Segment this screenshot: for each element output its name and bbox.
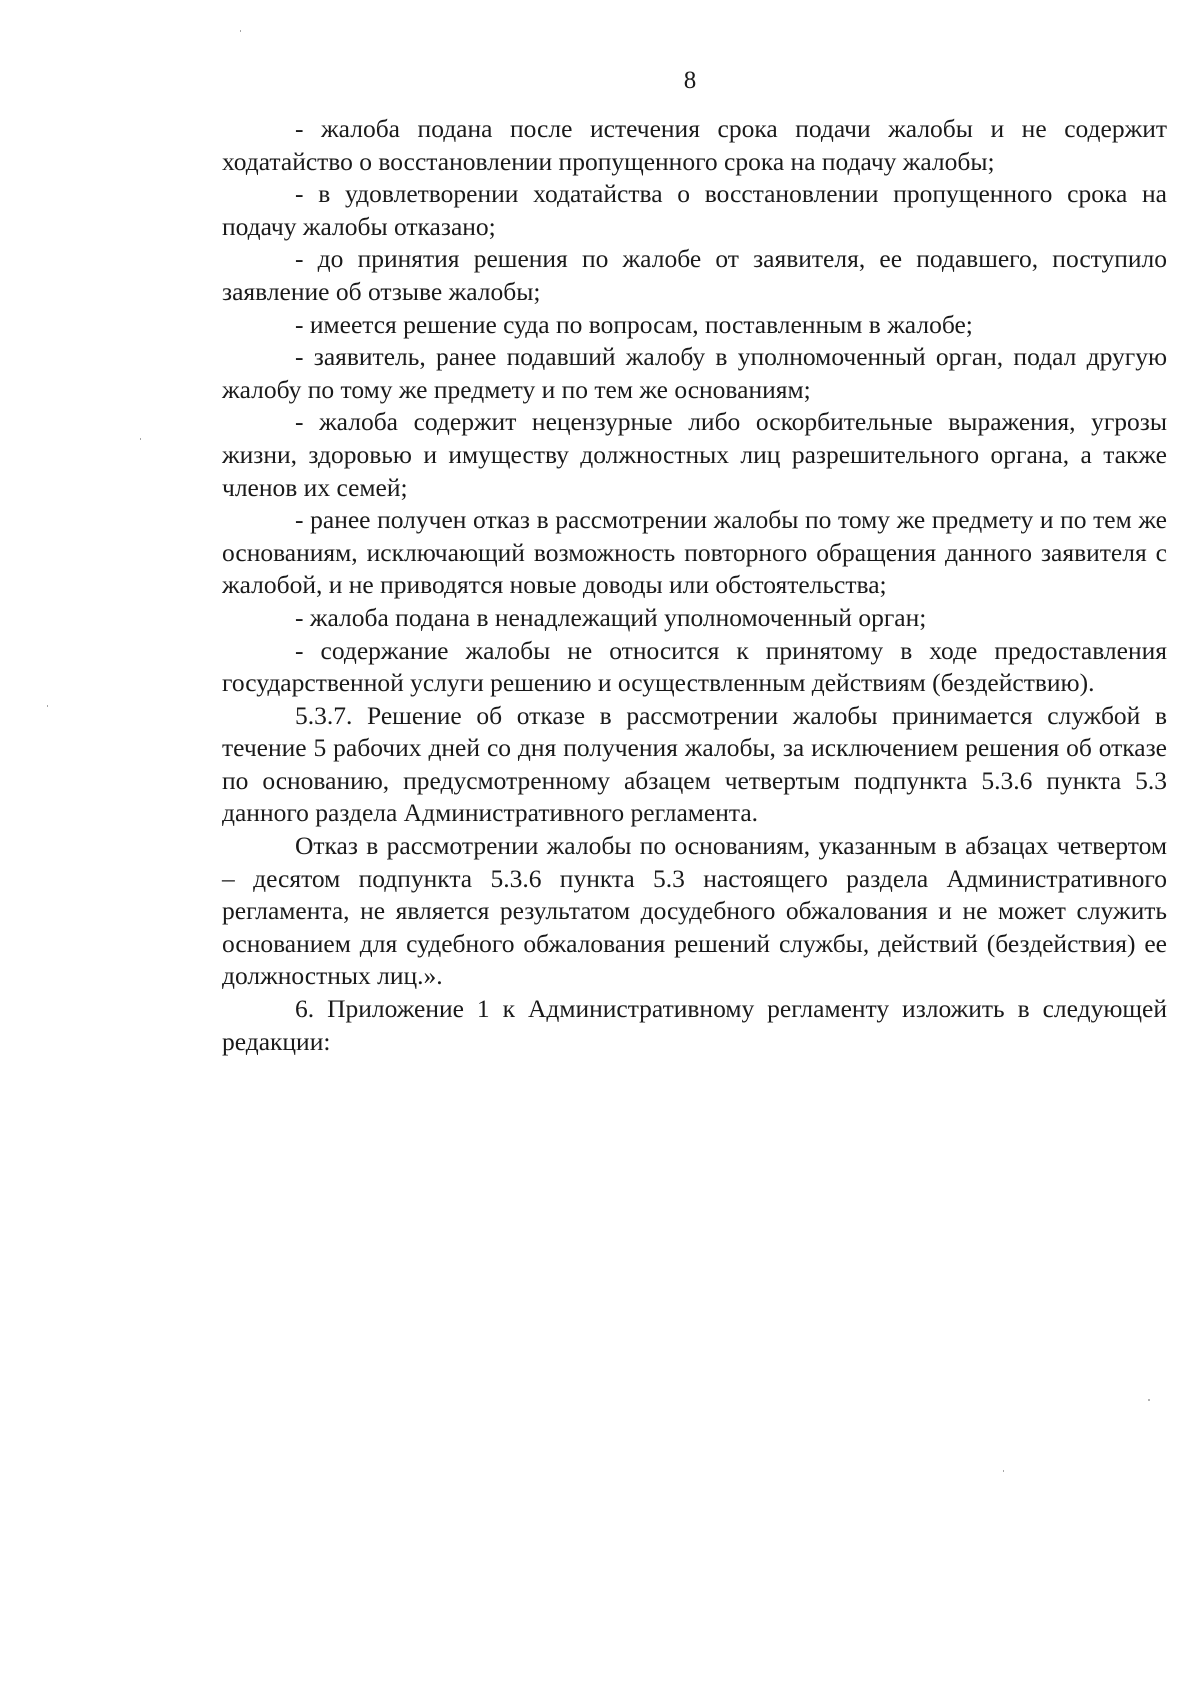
paragraph-5: - заявитель, ранее подавший жалобу в уполномоченный орган, подал другую жалобу по тому же предмету и по тем же основаниям;	[222, 342, 1167, 404]
paragraph-8: - жалоба подана в ненадлежащий уполномоченный орган;	[295, 602, 927, 632]
paragraph-12: 6. Приложение 1 к Административному регламенту изложить в следующей редакции:	[222, 994, 1167, 1056]
scan-speck	[140, 438, 141, 440]
paragraph-10: 5.3.7. Решение об отказе в рассмотрении жалобы принимается службой в течение 5 рабочих дней со дня получения жалобы, за исключением решения об отказе по основанию, предусмотренному абзацем четвертым подпункта 5.3.6 пункта 5.3 данного раздела Административного регламента.	[222, 700, 1167, 828]
page-number	[0, 66, 1200, 96]
paragraph-2: - в удовлетворении ходатайства о восстановлении пропущенного срока на подачу жалобы отказано;	[222, 179, 1167, 241]
paragraph-11: Отказ в рассмотрении жалобы по основаниям, указанным в абзацах четвертом – десятом подпункта 5.3.6 пункта 5.3 настоящего раздела Административного регламента, не является результатом досудебного обжалования и не может служить основанием для судебного обжалования решений службы, действий (бездействия) ее должностных лиц.».	[222, 831, 1167, 991]
scan-speck	[47, 705, 48, 707]
document-body	[222, 113, 1167, 1058]
paragraph-7: - ранее получен отказ в рассмотрении жалобы по тому же предмету и по тем же основаниям, исключающий возможность повторного обращения данного заявителя с жалобой, и не приводятся новые доводы или обстоятельства;	[222, 505, 1167, 600]
scan-speck	[240, 30, 241, 32]
scan-speck	[1148, 1399, 1150, 1401]
paragraph-4: - имеется решение суда по вопросам, поставленным в жалобе;	[295, 309, 973, 339]
paragraph-3: - до принятия решения по жалобе от заявителя, ее подавшего, поступило заявление об отзыве жалобы;	[222, 244, 1167, 306]
paragraph-1: - жалоба подана после истечения срока подачи жалобы и не содержит ходатайство о восстановлении пропущенного срока на подачу жалобы;	[222, 114, 1167, 176]
page-number-text: 8	[683, 67, 697, 94]
paragraph-6: - жалоба содержит нецензурные либо оскорбительные выражения, угрозы жизни, здоровью и имуществу должностных лиц разрешительного органа, а также членов их семей;	[222, 407, 1167, 502]
scan-speck	[1003, 1470, 1004, 1472]
paragraph-9: - содержание жалобы не относится к принятому в ходе предоставления государственной услуги решению и осуществленным действиям (бездействию).	[222, 635, 1167, 698]
